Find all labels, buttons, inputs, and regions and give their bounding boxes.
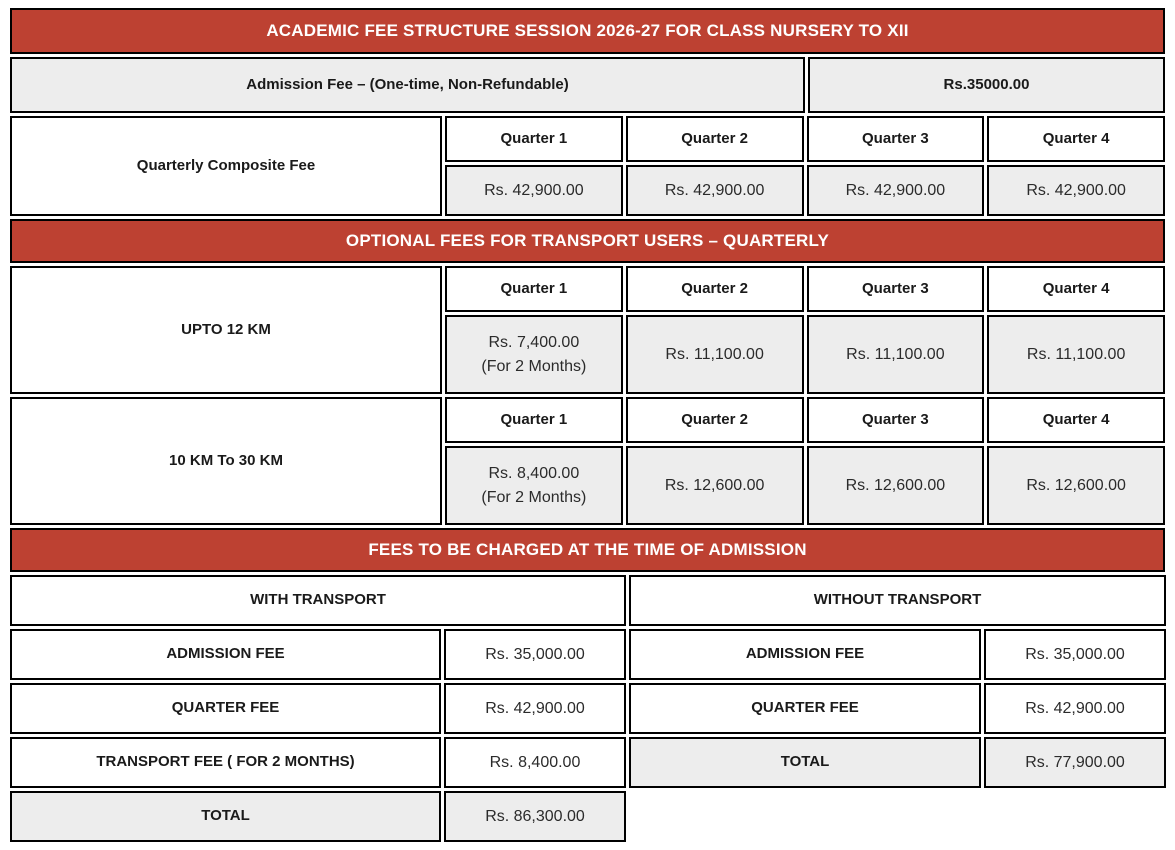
quarter-header: Quarter 2 (626, 266, 804, 312)
quarter-value-amount: Rs. 8,400.00 (488, 464, 580, 482)
quarter-header: Quarter 4 (987, 266, 1165, 312)
transport-fees-banner: OPTIONAL FEES FOR TRANSPORT USERS – QUARTERLY (10, 219, 1165, 263)
quarter-header: Quarter 4 (987, 116, 1165, 162)
with-transport-column (10, 575, 626, 842)
quarter-value: Rs. 42,900.00 (987, 165, 1165, 216)
quarter-value: Rs. 42,900.00 (445, 165, 623, 216)
without-transport-header: WITHOUT TRANSPORT (629, 575, 1166, 626)
admission-charges-table (10, 575, 1165, 842)
quarter-header: Quarter 1 (445, 266, 623, 312)
with-transport-header: WITH TRANSPORT (10, 575, 626, 626)
transport-quarter-headers (445, 266, 1165, 312)
quarter-value: Rs. 42,900.00 (807, 165, 985, 216)
composite-quarter-headers (445, 116, 1165, 162)
quarter-value: Rs. 11,100.00 (807, 315, 985, 394)
quarter-value-amount: Rs. 7,400.00 (488, 333, 580, 351)
without-transport-column (629, 575, 1166, 842)
quarter-header: Quarter 4 (987, 397, 1165, 443)
table-row (10, 737, 626, 788)
quarter-header: Quarter 2 (626, 116, 804, 162)
table-row-total (10, 791, 626, 842)
fee-amount: Rs. 42,900.00 (984, 683, 1166, 734)
fee-amount: Rs. 35,000.00 (444, 629, 626, 680)
transport-quarter-values (445, 446, 1165, 525)
fee-label: ADMISSION FEE (629, 629, 981, 680)
quarter-header: Quarter 1 (445, 116, 623, 162)
quarter-value: Rs. 12,600.00 (987, 446, 1165, 525)
table-row (629, 683, 1166, 734)
transport-slab-block (10, 266, 1165, 394)
main-title-banner: ACADEMIC FEE STRUCTURE SESSION 2026-27 FOR CLASS NURSERY TO XII (10, 8, 1165, 54)
fee-label: ADMISSION FEE (10, 629, 441, 680)
fee-label: TRANSPORT FEE ( FOR 2 MONTHS) (10, 737, 441, 788)
table-row-total (629, 737, 1166, 788)
quarter-header: Quarter 1 (445, 397, 623, 443)
fee-amount: Rs. 42,900.00 (444, 683, 626, 734)
quarter-value: Rs. 12,600.00 (626, 446, 804, 525)
quarterly-composite-fee-block (10, 116, 1165, 216)
quarter-value (445, 315, 623, 394)
quarterly-composite-fee-label: Quarterly Composite Fee (10, 116, 442, 216)
quarter-value: Rs. 11,100.00 (987, 315, 1165, 394)
admission-fee-amount: Rs.35000.00 (808, 57, 1165, 113)
empty-spacer (629, 791, 1166, 842)
quarter-value: Rs. 12,600.00 (807, 446, 985, 525)
fee-amount: Rs. 8,400.00 (444, 737, 626, 788)
quarter-value (445, 446, 623, 525)
total-label: TOTAL (10, 791, 441, 842)
table-row (10, 629, 626, 680)
transport-slab-block (10, 397, 1165, 525)
composite-quarter-values (445, 165, 1165, 216)
admission-fee-row (10, 57, 1165, 113)
admission-fee-label: Admission Fee – (One-time, Non-Refundable) (10, 57, 805, 113)
admission-time-banner: FEES TO BE CHARGED AT THE TIME OF ADMISSION (10, 528, 1165, 572)
fee-label: QUARTER FEE (10, 683, 441, 734)
fee-label: QUARTER FEE (629, 683, 981, 734)
transport-slab-label: 10 KM To 30 KM (10, 397, 442, 525)
quarter-header: Quarter 2 (626, 397, 804, 443)
quarter-value-note: (For 2 Months) (481, 488, 587, 506)
quarter-header: Quarter 3 (807, 266, 985, 312)
quarter-value-note: (For 2 Months) (481, 357, 587, 375)
quarter-value: Rs. 11,100.00 (626, 315, 804, 394)
transport-slab-label: UPTO 12 KM (10, 266, 442, 394)
fee-amount: Rs. 35,000.00 (984, 629, 1166, 680)
table-row (629, 629, 1166, 680)
total-amount: Rs. 86,300.00 (444, 791, 626, 842)
transport-quarter-headers (445, 397, 1165, 443)
quarter-header: Quarter 3 (807, 397, 985, 443)
total-label: TOTAL (629, 737, 981, 788)
quarter-header: Quarter 3 (807, 116, 985, 162)
table-row (10, 683, 626, 734)
transport-quarter-values (445, 315, 1165, 394)
quarter-value: Rs. 42,900.00 (626, 165, 804, 216)
total-amount: Rs. 77,900.00 (984, 737, 1166, 788)
